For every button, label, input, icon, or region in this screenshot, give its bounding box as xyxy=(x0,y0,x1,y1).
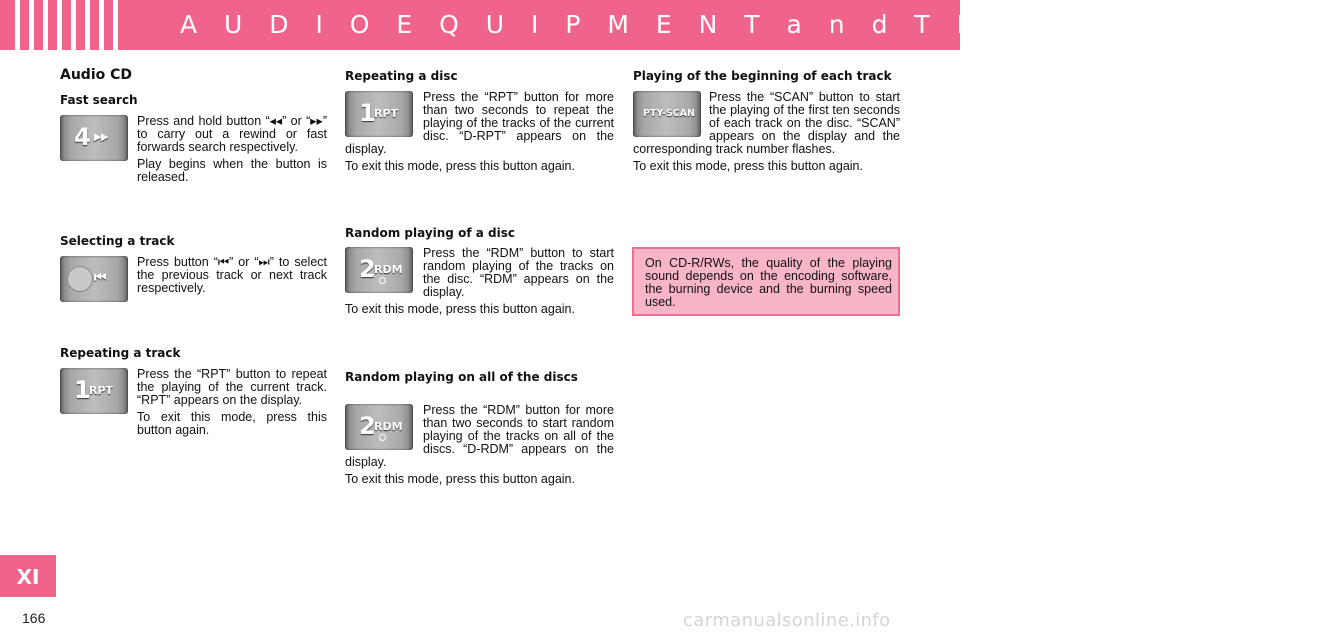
knob-icon xyxy=(67,266,93,292)
chapter-tab: XI xyxy=(0,555,56,597)
subsection-title: Selecting a track xyxy=(60,234,175,248)
header-stripe xyxy=(99,0,104,50)
paragraph: Press the “RPT” button to repeat the playing of the current track. “RPT” appears on the display. xyxy=(137,367,327,407)
paragraph-text: Press the “RDM” button to start random playing of the tracks on the disc. “RDM” appears on the display. xyxy=(423,246,614,299)
paragraph xyxy=(345,404,614,469)
fast-forward-icon: ▸▸ xyxy=(94,128,109,144)
float-spacer xyxy=(345,91,423,143)
paragraph xyxy=(345,247,614,299)
scan-title xyxy=(633,67,892,85)
random-disc-title xyxy=(345,224,515,242)
paragraph xyxy=(345,91,614,156)
subsection-title: Playing of the beginning of each track xyxy=(633,69,892,83)
watermark: carmanualsonline.info xyxy=(683,610,891,631)
fast-search-title xyxy=(60,91,138,109)
fast-search-text xyxy=(137,115,327,184)
paragraph: To exit this mode, press this button again. xyxy=(633,159,863,173)
fast-forward-button-image xyxy=(60,115,128,161)
paragraph: To exit this mode, press this button again. xyxy=(345,472,575,486)
page-title: A U D I O E Q U I P M E N T a n d T E L E M A T I C S xyxy=(180,10,1322,39)
select-track-title xyxy=(60,232,174,250)
repeat-track-text xyxy=(137,368,327,437)
button-label: PTY-SCAN xyxy=(643,108,695,119)
button-label: RPT xyxy=(374,107,399,120)
paragraph: To exit this mode, press this button again. xyxy=(345,159,575,173)
select-track-text xyxy=(137,256,327,295)
button-number: 1 xyxy=(359,99,376,127)
header-stripe xyxy=(43,0,48,50)
audio-cd-heading xyxy=(60,66,132,84)
paragraph: Play begins when the button is released. xyxy=(137,157,327,184)
header-bar xyxy=(0,0,1322,50)
paragraph xyxy=(633,91,900,156)
header-stripe xyxy=(29,0,34,50)
random-all-title xyxy=(345,368,578,386)
note-text: On CD-R/RWs, the quality of the playing sound depends on the encoding software, the burning device and the burning speed used. xyxy=(645,256,892,309)
button-label: RDM xyxy=(374,420,403,433)
header-stripe xyxy=(15,0,20,50)
subsection-title: Random playing of a disc xyxy=(345,226,515,240)
random-disc-text xyxy=(345,247,614,316)
button-number: 2 xyxy=(359,412,376,440)
float-spacer xyxy=(345,404,423,456)
repeat-disc-title xyxy=(345,67,458,85)
paragraph-text: Press the “RDM” button for more than two seconds to start random playing of the tracks on all of the discs. “D-RDM” appears on the display. xyxy=(345,403,614,469)
button-label: RDM xyxy=(374,263,403,276)
header-stripe xyxy=(85,0,90,50)
header-stripe xyxy=(71,0,76,50)
page-number: 166 xyxy=(22,610,46,626)
button-label: RPT xyxy=(89,384,114,397)
subsection-title: Fast search xyxy=(60,93,138,107)
subsection-title: Random playing on all of the discs xyxy=(345,370,578,384)
paragraph: Press and hold button “◂◂” or “▸▸” to carry out a rewind or fast forwards search respectively. xyxy=(137,114,327,154)
float-spacer xyxy=(633,91,709,143)
subsection-title: Repeating a disc xyxy=(345,69,458,83)
rpt-button-image xyxy=(60,368,128,414)
section-heading: Audio CD xyxy=(60,67,133,83)
header-stripe xyxy=(57,0,62,50)
float-spacer xyxy=(345,247,423,299)
button-number: 1 xyxy=(74,376,91,404)
cdr-note-box xyxy=(632,247,900,316)
scan-text xyxy=(633,91,900,173)
header-stripe xyxy=(113,0,118,50)
previous-track-icon: ⏮ xyxy=(94,269,107,285)
subsection-title: Repeating a track xyxy=(60,346,181,360)
repeat-track-title xyxy=(60,344,181,362)
paragraph-text: Press the “SCAN” button to start the playing of the first ten seconds of each track on the disc. “SCAN” appears on the display and the corresponding track number flashes. xyxy=(633,90,900,156)
previous-track-button-image xyxy=(60,256,128,302)
random-all-text xyxy=(345,404,614,486)
paragraph: Press button “⏮” or “⏭” to select the previous track or next track respectively. xyxy=(137,255,327,295)
paragraph: To exit this mode, press this button again. xyxy=(137,410,327,437)
button-number: 2 xyxy=(359,255,376,283)
repeat-disc-text xyxy=(345,91,614,173)
paragraph-text: Press the “RPT” button for more than two seconds to repeat the playing of the tracks of the current disc. “D-RPT” appears on the display. xyxy=(345,90,614,156)
paragraph: To exit this mode, press this button again. xyxy=(345,302,575,316)
button-number: 4 xyxy=(74,123,91,151)
